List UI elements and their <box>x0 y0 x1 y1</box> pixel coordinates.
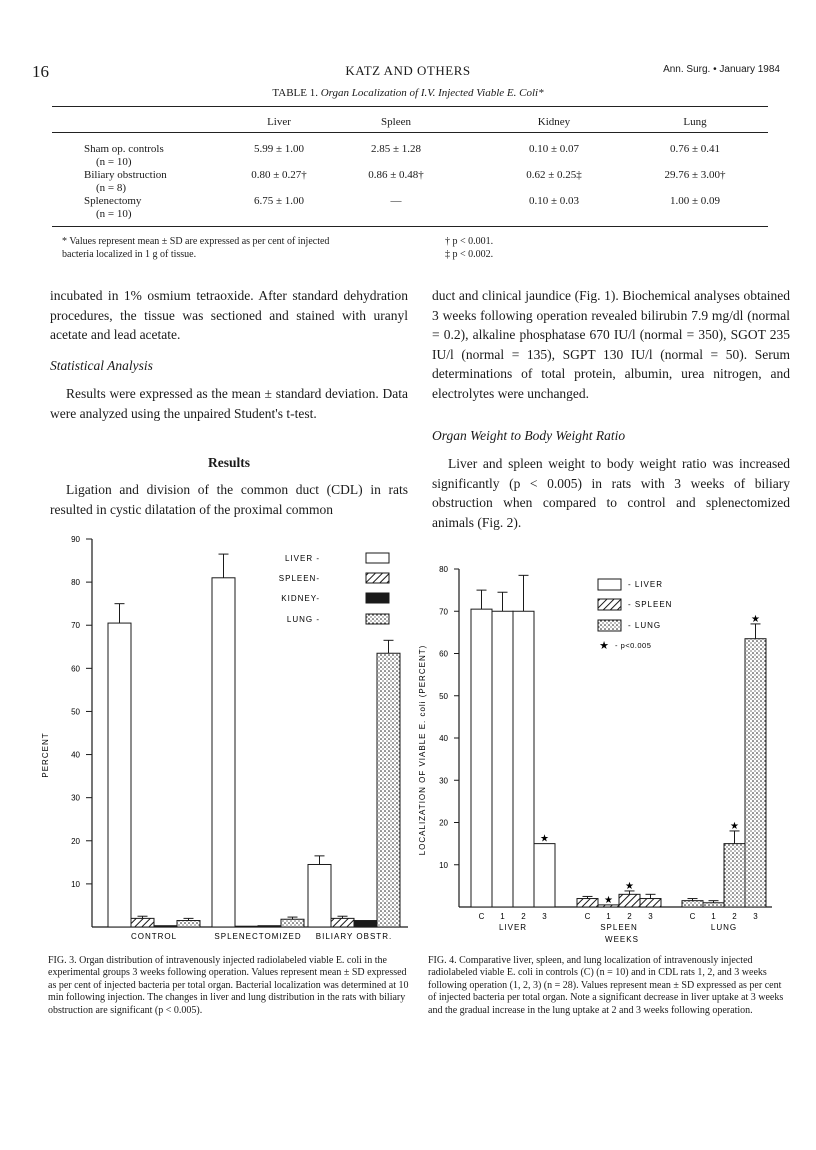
fig4-category-label: 2 <box>627 912 632 921</box>
fig4-bar-spleen <box>619 894 640 907</box>
fig4-legend-label: - LUNG <box>628 621 662 630</box>
fig4-category-label: 1 <box>606 912 611 921</box>
fig4-xlabel: WEEKS <box>605 935 639 944</box>
fig4-category-label: 2 <box>732 912 737 921</box>
fig3-tick-label: 80 <box>71 578 80 588</box>
fig4-tick-label: 60 <box>439 649 448 659</box>
table-cell: 2.85 ± 1.28 <box>370 143 422 155</box>
table-bottom-rule <box>52 226 768 227</box>
fig4-caption-text: Comparative liver, spleen, and lung localization of intravenously injected radiolabeled viable E. coli in controls (C) (n = 10) and in CDL rats 1, 2, and 3 weeks following operation (1, 2, 3) (n = 28). Values represent mean ± SD expressed as per cent of injected bacteria per total organ. Note a significant decrease in liver uptake at 3 weeks and the gradual increase in the lung uptake at 2 and 3 weeks following operation. <box>428 955 784 1016</box>
fig3-category-label: BILIARY OBSTR. <box>315 932 393 941</box>
figure-4-caption <box>428 955 792 1017</box>
fig3-legend-label: LUNG - <box>286 615 320 624</box>
fig4-category-label: 3 <box>648 912 653 921</box>
fig3-tick-label: 60 <box>71 664 80 674</box>
body-paragraph: incubated in 1% osmium tetraoxide. After standard dehydration procedures, the tissue was sectioned and stained with uranyl acetate and lead acetate. <box>50 288 408 343</box>
fig3-legend <box>279 553 389 624</box>
fig4-significance-star-icon: ★ <box>604 894 613 906</box>
pvalue-double-dagger: ‡ p < 0.002. <box>445 249 494 260</box>
table-cell: 0.62 ± 0.25‡ <box>526 169 582 181</box>
fig4-tick-label: 30 <box>439 776 448 786</box>
fig4-category-label: 3 <box>542 912 547 921</box>
fig4-category-label: C <box>689 912 696 921</box>
table-caption-label: TABLE 1. <box>272 87 318 99</box>
fig3-legend-swatch-spleen <box>366 573 389 583</box>
body-paragraph: duct and clinical jaundice (Fig. 1). Biochemical analyses obtained 3 weeks following operation revealed bilirubin 7.9 mg/dl (normal = 0.2), alkaline phosphatase 670 IU/l (normal = 350), SGOT 235 IU/l (normal = 135), SGPT 130 IU/l (normal = 50). Serum determinations of total protein, albumin, urea nitrogen, and electrolytes were unchanged. <box>432 288 790 401</box>
body-paragraph: Liver and spleen weight to body weight ratio was increased significantly (p < 0.005) in rats with 3 weeks of biliary obstruction when compared to control and splenectomized animals (Fig. 2). <box>432 456 790 530</box>
fig4-group-label: LUNG <box>710 923 738 932</box>
table-footnote-line: * Values represent mean ± SD are expressed as per cent of injected <box>62 236 330 247</box>
fig3-tick-label: 50 <box>71 707 80 717</box>
fig4-tick-label: 10 <box>439 860 448 870</box>
table-cell: 0.80 ± 0.27† <box>251 169 307 181</box>
fig4-category-label: 2 <box>521 912 526 921</box>
fig3-bar-spleen <box>331 918 354 927</box>
fig3-category-label: CONTROL <box>130 932 178 941</box>
table-footnote <box>62 235 422 261</box>
fig3-tick-label: 70 <box>71 621 80 631</box>
fig4-bar-liver <box>492 611 513 907</box>
fig4-significance-star-icon: ★ <box>540 833 549 845</box>
fig3-legend-label: SPLEEN- <box>278 574 320 583</box>
table-cell: 5.99 ± 1.00 <box>253 143 305 155</box>
fig4-legend-label: - LIVER <box>628 580 664 589</box>
fig4-ylabel: LOCALIZATION OF VIABLE E. coli (PERCENT) <box>418 644 427 856</box>
fig4-legend-label: - p<0.005 <box>615 641 652 650</box>
section-heading-statistical: Statistical Analysis <box>50 358 153 373</box>
fig4-legend <box>598 579 672 652</box>
row-name: Biliary obstruction <box>84 169 167 181</box>
table-cell: 6.75 ± 1.00 <box>253 195 305 207</box>
fig4-bar-liver <box>513 611 534 907</box>
body-paragraph: Ligation and division of the common duct (CDL) in rats resulted in cystic dilatation of the proximal common <box>50 482 408 517</box>
fig3-bar-liver <box>308 864 331 927</box>
body-paragraph: Results were expressed as the mean ± standard deviation. Data were analyzed using the unpaired Student's t-test. <box>50 386 408 421</box>
fig3-category-label: SPLENECTOMIZED <box>214 932 302 941</box>
fig3-legend-label: KIDNEY- <box>281 594 320 603</box>
fig3-tick-label: 10 <box>71 879 80 889</box>
fig4-tick-label: 70 <box>439 607 448 617</box>
fig3-bar-lung <box>281 919 304 927</box>
fig3-legend-swatch-kidney <box>366 593 389 603</box>
table-top-rule <box>52 106 768 107</box>
fig3-tick-label: 40 <box>71 750 80 760</box>
fig3-tick-label: 90 <box>71 535 80 544</box>
table-cell: 29.76 ± 3.00† <box>664 169 726 181</box>
page-number: 16 <box>32 62 49 81</box>
table-caption-title: Organ Localization of I.V. Injected Viable E. Coli* <box>320 87 544 99</box>
running-header-journal: Ann. Surg. • January 1984 <box>663 64 780 75</box>
fig3-caption-label: FIG. 3. <box>48 955 77 966</box>
fig3-legend-swatch-liver <box>366 553 389 563</box>
fig4-bar-lung <box>682 901 703 907</box>
table-footnote-line: bacteria localized in 1 g of tissue. <box>62 249 197 260</box>
figure-3-caption <box>48 955 412 1017</box>
fig4-bar-lung <box>724 844 745 907</box>
row-n: (n = 10) <box>96 155 132 168</box>
section-heading-results: Results <box>207 455 250 470</box>
col-header-kidney: Kidney <box>537 116 571 128</box>
fig4-group-label: SPLEEN <box>600 923 638 932</box>
fig4-category-label: 3 <box>753 912 758 921</box>
row-name: Splenectomy <box>84 195 142 207</box>
table-caption <box>0 87 816 99</box>
col-header-lung: Lung <box>683 116 707 128</box>
fig3-bar-spleen <box>131 918 154 927</box>
fig4-tick-label: 80 <box>439 565 448 574</box>
fig4-significance-star-icon: ★ <box>730 820 739 832</box>
fig4-bar-lung <box>745 639 766 907</box>
fig4-bar-spleen <box>640 899 661 907</box>
fig4-legend-label: - SPLEEN <box>628 600 673 609</box>
fig3-bar-liver <box>212 578 235 927</box>
table-row-label <box>84 169 167 194</box>
table-row-label <box>84 195 141 220</box>
fig3-bar-kidney <box>154 926 177 927</box>
fig3-bar-lung <box>177 921 200 927</box>
fig4-tick-label: 40 <box>439 734 448 743</box>
table-cell: 0.86 ± 0.48† <box>368 169 424 181</box>
fig3-bar-kidney <box>258 926 281 927</box>
fig3-legend-swatch-lung <box>366 614 389 624</box>
row-n: (n = 10) <box>96 207 132 220</box>
fig4-legend-swatch-spleen <box>598 599 621 610</box>
fig3-legend-label: LIVER - <box>284 554 320 563</box>
fig4-bar-lung <box>703 903 724 907</box>
row-n: (n = 8) <box>96 181 127 194</box>
fig3-tick-label: 30 <box>71 793 80 803</box>
fig4-legend-star-icon: ★ <box>599 640 609 652</box>
table-cell: 0.76 ± 0.41 <box>669 143 721 155</box>
table-footnote-pvalues <box>445 235 493 261</box>
fig3-tick-label: 20 <box>71 836 80 846</box>
fig4-bar-spleen <box>577 899 598 907</box>
figure-3-chart <box>36 530 412 948</box>
fig4-category-label: 1 <box>500 912 505 921</box>
running-header-authors: KATZ AND OTHERS <box>345 63 471 78</box>
table-header-rule <box>52 132 768 133</box>
table-cell: 0.10 ± 0.03 <box>528 195 580 207</box>
fig4-category-label: C <box>478 912 485 921</box>
fig3-ylabel: PERCENT <box>41 732 50 778</box>
col-header-spleen: Spleen <box>381 116 411 128</box>
fig3-bar-liver <box>108 623 131 927</box>
fig4-significance-star-icon: ★ <box>625 880 634 892</box>
fig3-bar-spleen <box>235 926 258 927</box>
table-cell: — <box>390 195 402 207</box>
fig3-bar-kidney <box>354 921 377 927</box>
section-heading-organ-weight: Organ Weight to Body Weight Ratio <box>432 428 626 443</box>
fig3-bar-lung <box>377 653 400 927</box>
fig4-tick-label: 20 <box>439 818 448 828</box>
figure-4-chart <box>412 560 792 948</box>
fig4-bar-liver <box>471 609 492 907</box>
fig4-legend-swatch-liver <box>598 579 621 590</box>
table-row-label <box>84 143 164 168</box>
table-cell: 0.10 ± 0.07 <box>528 143 580 155</box>
fig4-tick-label: 50 <box>439 691 448 701</box>
fig4-category-label: C <box>584 912 591 921</box>
col-header-liver: Liver <box>267 116 291 128</box>
pvalue-dagger: † p < 0.001. <box>445 236 494 247</box>
fig4-category-label: 1 <box>711 912 716 921</box>
table-cell: 1.00 ± 0.09 <box>669 195 721 207</box>
fig4-significance-star-icon: ★ <box>751 613 760 625</box>
fig4-group-label: LIVER <box>498 923 528 932</box>
fig4-caption-label: FIG. 4. <box>428 955 457 966</box>
fig4-bar-liver <box>534 844 555 907</box>
fig4-legend-swatch-lung <box>598 620 621 631</box>
fig3-caption-text: Organ distribution of intravenously injected radiolabeled viable E. coli in the experimental groups 3 weeks following operation. Values represent mean ± SD expressed as per cent of injected bacteria per total organ. Bacterial localization was determined at 10 min following injection. The changes in liver and lung distribution in the rats with biliary obstruction are significant (p < 0.005). <box>48 955 409 1016</box>
row-name: Sham op. controls <box>84 143 164 155</box>
